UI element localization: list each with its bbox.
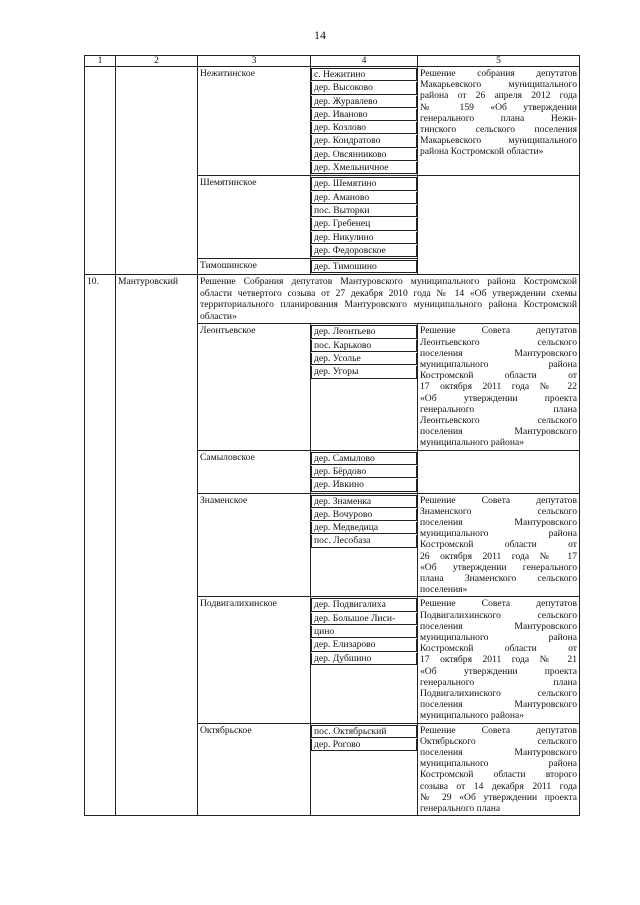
settlement-list	[311, 176, 418, 259]
municipality-name: Тимошинское	[198, 259, 311, 275]
settlement-item: цино	[311, 626, 417, 638]
decision-text	[418, 324, 580, 450]
decision-empty	[418, 176, 580, 275]
municipality-name: Нежитинское	[198, 67, 311, 176]
decision-empty	[418, 450, 580, 493]
decision-line: Подвигалихинского сельского	[420, 688, 577, 700]
decision-line: поселения Мантуровского	[420, 699, 577, 711]
settlement-item: дер. Бёрдово	[311, 466, 417, 478]
decision-line: генерального плана	[420, 803, 501, 815]
header-cell: 4	[311, 56, 418, 67]
decision-line: Октябрьского сельского	[420, 735, 577, 747]
number-cell-empty	[85, 67, 116, 275]
settlement-item: дер. Самылово	[311, 452, 417, 465]
decision-line: муниципального района	[420, 359, 577, 371]
settlement-list	[311, 597, 418, 723]
settlement-list	[311, 259, 418, 275]
settlement-item: дер. Овсянниково	[311, 149, 417, 161]
settlement-item: дер. Журавлево	[311, 96, 417, 108]
decision-line: «Об утверждении проекта	[420, 665, 577, 677]
municipality-name: Шемятинское	[198, 176, 311, 259]
decision-line: 17 октября 2011 года № 22	[420, 381, 577, 393]
decision-line: Костромской области от	[420, 643, 577, 655]
settlement-item: дер. Тимошино	[311, 260, 417, 273]
header-cell: 2	[116, 56, 198, 67]
decision-line: Решение собрания депутатов	[420, 68, 577, 79]
settlement-list	[311, 450, 418, 493]
decision-line: муниципального района	[420, 632, 577, 644]
decision-line: района Костромской области»	[420, 146, 544, 158]
decision-line: Подвигалихинского сельского	[420, 609, 577, 621]
settlement-item: дер. Аманово	[311, 192, 417, 204]
settlement-item: дер. Подвигалиха	[311, 598, 417, 611]
header-cell: 1	[85, 56, 116, 67]
settlement-item: пос. Лесобаза	[311, 535, 417, 547]
page-number: 14	[314, 28, 326, 42]
decision-line: Решение Совета депутатов	[420, 494, 577, 506]
settlement-item: дер. Усолье	[311, 353, 417, 365]
settlement-list	[311, 493, 418, 597]
settlement-item: дер. Угоры	[311, 366, 417, 378]
decision-line: Костромской области второго	[420, 769, 577, 781]
decision-line: муниципального района»	[420, 437, 525, 449]
settlement-item: дер. Медведица	[311, 522, 417, 534]
settlement-item: дер. Большое Лиси-	[311, 613, 417, 625]
table-row	[85, 67, 580, 176]
settlement-item: дер. Шемятино	[311, 177, 417, 190]
decision-line: поселения Мантуровского	[420, 347, 577, 359]
settlement-list	[311, 67, 418, 176]
settlement-list	[311, 324, 418, 450]
decision-line: района от 26 апреля 2012 года	[420, 90, 577, 102]
decision-line: «Об утверждении генерального	[420, 561, 577, 573]
settlement-item: дер. Федоровское	[311, 245, 417, 257]
settlement-item: дер. Знаменка	[311, 495, 417, 508]
settlement-item: дер. Кондратово	[311, 135, 417, 147]
decision-line: поселения Мантуровского	[420, 516, 577, 528]
decision-line: муниципального района	[420, 758, 577, 770]
decision-text	[418, 493, 580, 597]
district-cell-empty	[116, 67, 198, 275]
decision-line: поселения Мантуровского	[420, 426, 577, 438]
decision-line: Костромской области от	[420, 539, 577, 551]
settlement-item: дер. Хмельничное	[311, 162, 417, 174]
table-row	[85, 275, 580, 324]
settlement-item: дер. Ивкино	[311, 479, 417, 491]
decision-line: 17 октября 2011 года № 21	[420, 654, 577, 666]
municipality-name: Самыловское	[198, 450, 311, 493]
municipality-name: Знаменское	[198, 493, 311, 597]
decision-line: 26 октября 2011 года № 17	[420, 550, 577, 562]
decision-line: Леонтьевского сельского	[420, 415, 577, 427]
settlement-item: пос. Выторки	[311, 205, 417, 217]
decision-text	[418, 597, 580, 723]
settlement-item: дер. Иваново	[311, 109, 417, 121]
decision-line: муниципального района»	[420, 710, 525, 722]
decision-line: Леонтьевского сельского	[420, 336, 577, 348]
decision-line: муниципального района	[420, 528, 577, 540]
header-cell: 5	[418, 56, 580, 67]
settlement-item: дер. Елизарово	[311, 639, 417, 651]
settlement-list	[311, 723, 418, 816]
decision-line: генерального плана Нежи-	[420, 112, 577, 124]
settlement-item: дер. Леонтьево	[311, 325, 417, 338]
decision-line: Макарьевского муниципального	[420, 79, 577, 91]
settlement-item: пос. Карьково	[311, 340, 417, 352]
decision-line: Знаменского сельского	[420, 505, 577, 517]
decision-line: Макарьевского муниципального	[420, 135, 577, 147]
settlement-item: дер. Гребенец	[311, 218, 417, 230]
settlement-item: пос. Октябрьский	[311, 725, 417, 738]
decision-line: Решение Совета депутатов	[420, 724, 577, 736]
decision-line: поселения Мантуровского	[420, 747, 577, 759]
decision-line: тинского сельского поселения	[420, 124, 577, 136]
municipality-name: Октябрьское	[198, 723, 311, 816]
decision-line: № 29 «Об утверждении проекта	[420, 791, 577, 803]
header-row	[85, 56, 580, 67]
municipality-name: Леонтьевское	[198, 324, 311, 450]
settlements-table	[84, 55, 580, 816]
decision-text	[418, 723, 580, 816]
decision-line: генерального плана	[420, 403, 577, 415]
settlement-item: дер. Козлово	[311, 122, 417, 134]
decision-line: созыва от 14 декабря 2011 года	[420, 780, 577, 792]
decision-line: Костромской области от	[420, 370, 577, 382]
decision-line: поселения»	[420, 584, 468, 596]
settlement-item: с. Нежитино	[311, 68, 417, 81]
decision-line: Решение Совета депутатов	[420, 325, 577, 337]
decision-line: плана Знаменского сельского	[420, 573, 577, 584]
row-number: 10.	[85, 275, 116, 816]
decision-line: генерального плана	[420, 676, 577, 688]
municipality-name: Подвигалихинское	[198, 597, 311, 723]
decision-line: № 159 «Об утверждении	[420, 101, 577, 113]
decision-text	[418, 67, 580, 176]
settlement-item: дер. Никулино	[311, 232, 417, 244]
settlement-item: дер. Дубшино	[311, 653, 417, 665]
settlement-item: дер. Вочурово	[311, 509, 417, 521]
decision-line: Решение Совета депутатов	[420, 598, 577, 610]
district-name: Мантуровский	[116, 275, 198, 816]
district-decision: Решение Собрания депутатов Мантуровского муниципального района Костромской области четвертого созыва от 27 декабря 2010 года № 14 «Об утверждении схемы территориального планирования Мантуровского муниципального района Костромской области»	[198, 275, 580, 324]
decision-line: поселения Мантуровского	[420, 620, 577, 632]
settlement-item: дер. Высоково	[311, 82, 417, 94]
settlement-item: дер. Рогово	[311, 739, 417, 751]
decision-line: «Об утверждении проекта	[420, 392, 577, 404]
header-cell: 3	[198, 56, 311, 67]
